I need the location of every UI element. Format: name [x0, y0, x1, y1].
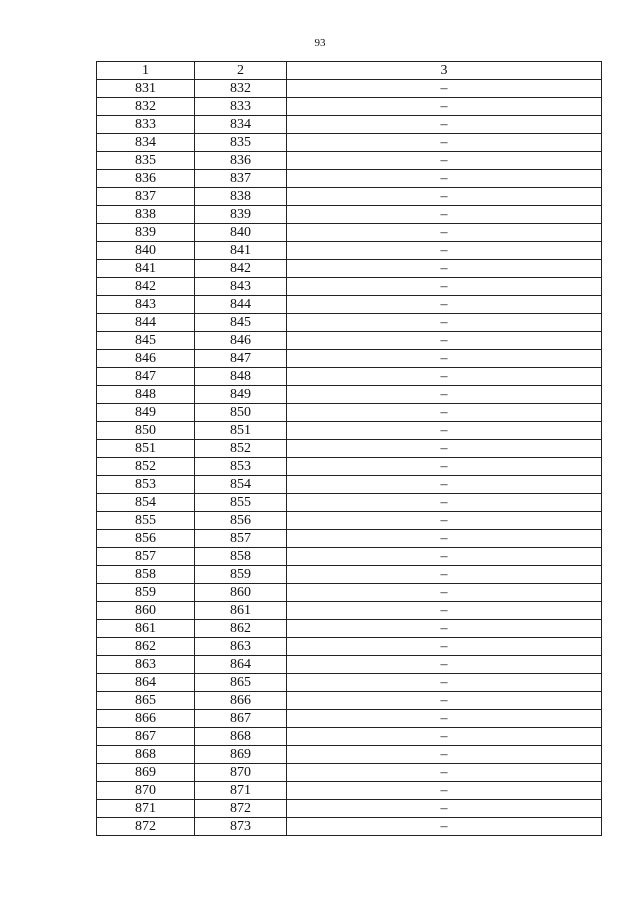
table-row: [97, 476, 602, 494]
table-cell-col-1: 868: [97, 746, 195, 764]
table-cell-col-1: 853: [97, 476, 195, 494]
table-row: [97, 152, 602, 170]
table-cell-col-2: 865: [195, 674, 287, 692]
table-cell-col-1: 864: [97, 674, 195, 692]
table-cell-col-3: –: [287, 134, 602, 152]
table-cell-col-1: 866: [97, 710, 195, 728]
table-row: [97, 530, 602, 548]
table-cell-col-1: 862: [97, 638, 195, 656]
table-cell-col-1: 847: [97, 368, 195, 386]
table-cell-col-3: –: [287, 494, 602, 512]
table-cell-col-1: 854: [97, 494, 195, 512]
table-cell-col-1: 850: [97, 422, 195, 440]
table-cell-col-3: –: [287, 728, 602, 746]
table-row: [97, 584, 602, 602]
table-cell-col-2: 842: [195, 260, 287, 278]
table-cell-col-1: 857: [97, 548, 195, 566]
table-cell-col-3: –: [287, 386, 602, 404]
table-cell-col-1: 833: [97, 116, 195, 134]
table-cell-col-3: –: [287, 314, 602, 332]
table-cell-col-2: 869: [195, 746, 287, 764]
table-row: [97, 206, 602, 224]
table-cell-col-1: 836: [97, 170, 195, 188]
table-cell-col-2: 849: [195, 386, 287, 404]
table-cell-col-1: 872: [97, 818, 195, 836]
table-cell-col-3: –: [287, 116, 602, 134]
table-cell-col-2: 832: [195, 80, 287, 98]
table-cell-col-1: 851: [97, 440, 195, 458]
table-row: [97, 764, 602, 782]
table-cell-col-2: 839: [195, 206, 287, 224]
table-cell-col-2: 866: [195, 692, 287, 710]
table-cell-col-2: 847: [195, 350, 287, 368]
table-cell-col-2: 854: [195, 476, 287, 494]
table-cell-col-2: 855: [195, 494, 287, 512]
table-cell-col-2: 840: [195, 224, 287, 242]
table-row: [97, 350, 602, 368]
table-cell-col-3: –: [287, 692, 602, 710]
table-cell-col-2: 862: [195, 620, 287, 638]
table-cell-col-3: –: [287, 422, 602, 440]
table-cell-col-2: 853: [195, 458, 287, 476]
table-cell-col-2: 861: [195, 602, 287, 620]
table-cell-col-3: –: [287, 170, 602, 188]
table-row: [97, 782, 602, 800]
table-row: [97, 746, 602, 764]
table-cell-col-2: 863: [195, 638, 287, 656]
table-row: [97, 674, 602, 692]
table-row: [97, 548, 602, 566]
table-cell-col-1: 871: [97, 800, 195, 818]
table-cell-col-1: 863: [97, 656, 195, 674]
table-row: [97, 386, 602, 404]
table-cell-col-3: –: [287, 242, 602, 260]
table-cell-col-2: 845: [195, 314, 287, 332]
table-cell-col-2: 852: [195, 440, 287, 458]
table-cell-col-3: –: [287, 440, 602, 458]
page-number: 93: [314, 37, 326, 49]
table-cell-col-2: 857: [195, 530, 287, 548]
table-cell-col-2: 867: [195, 710, 287, 728]
table-cell-col-2: 833: [195, 98, 287, 116]
table-cell-col-3: –: [287, 404, 602, 422]
table-row: [97, 512, 602, 530]
table-cell-col-2: 836: [195, 152, 287, 170]
table-cell-col-3: –: [287, 332, 602, 350]
table-row: [97, 458, 602, 476]
table-cell-col-2: 835: [195, 134, 287, 152]
table-cell-col-3: –: [287, 530, 602, 548]
column-header-3: 3: [287, 62, 602, 80]
table-cell-col-2: 859: [195, 566, 287, 584]
table-cell-col-1: 842: [97, 278, 195, 296]
table-row: [97, 134, 602, 152]
table-cell-col-2: 860: [195, 584, 287, 602]
table-row: [97, 638, 602, 656]
table-row: [97, 656, 602, 674]
table-row: [97, 224, 602, 242]
table-cell-col-2: 864: [195, 656, 287, 674]
table-cell-col-2: 873: [195, 818, 287, 836]
table-row: [97, 494, 602, 512]
table-cell-col-3: –: [287, 476, 602, 494]
table-cell-col-3: –: [287, 674, 602, 692]
table-cell-col-3: –: [287, 782, 602, 800]
table-cell-col-1: 867: [97, 728, 195, 746]
table-cell-col-1: 870: [97, 782, 195, 800]
table-row: [97, 188, 602, 206]
table-cell-col-3: –: [287, 368, 602, 386]
table-cell-col-3: –: [287, 278, 602, 296]
table-cell-col-3: –: [287, 206, 602, 224]
table-cell-col-3: –: [287, 566, 602, 584]
table-cell-col-3: –: [287, 224, 602, 242]
table-cell-col-3: –: [287, 800, 602, 818]
table-cell-col-1: 837: [97, 188, 195, 206]
table-cell-col-1: 844: [97, 314, 195, 332]
table-row: [97, 116, 602, 134]
column-header-2: 2: [195, 62, 287, 80]
table-cell-col-2: 843: [195, 278, 287, 296]
table-row: [97, 422, 602, 440]
table-row: [97, 602, 602, 620]
table-cell-col-3: –: [287, 80, 602, 98]
table-cell-col-2: 870: [195, 764, 287, 782]
table-cell-col-2: 871: [195, 782, 287, 800]
table-row: [97, 440, 602, 458]
table-cell-col-2: 848: [195, 368, 287, 386]
table-row: [97, 566, 602, 584]
table-cell-col-1: 845: [97, 332, 195, 350]
table-cell-col-3: –: [287, 152, 602, 170]
table-row: [97, 296, 602, 314]
table-cell-col-1: 846: [97, 350, 195, 368]
table-cell-col-3: –: [287, 584, 602, 602]
table-cell-col-1: 832: [97, 98, 195, 116]
table-cell-col-2: 834: [195, 116, 287, 134]
table-cell-col-2: 838: [195, 188, 287, 206]
table-row: [97, 368, 602, 386]
table-cell-col-3: –: [287, 260, 602, 278]
table-row: [97, 314, 602, 332]
table-cell-col-2: 851: [195, 422, 287, 440]
table-cell-col-1: 843: [97, 296, 195, 314]
table-cell-col-3: –: [287, 818, 602, 836]
table-cell-col-2: 872: [195, 800, 287, 818]
table-cell-col-1: 848: [97, 386, 195, 404]
table-cell-col-2: 868: [195, 728, 287, 746]
table-cell-col-3: –: [287, 764, 602, 782]
table-cell-col-3: –: [287, 638, 602, 656]
table-cell-col-3: –: [287, 548, 602, 566]
table-cell-col-3: –: [287, 620, 602, 638]
table-row: [97, 80, 602, 98]
table-cell-col-1: 841: [97, 260, 195, 278]
table-cell-col-1: 839: [97, 224, 195, 242]
table-cell-col-1: 849: [97, 404, 195, 422]
table-cell-col-1: 859: [97, 584, 195, 602]
table-cell-col-3: –: [287, 710, 602, 728]
data-table: [96, 61, 602, 836]
table-cell-col-1: 834: [97, 134, 195, 152]
table-row: [97, 728, 602, 746]
table-row: [97, 170, 602, 188]
table-row: [97, 818, 602, 836]
table-row: [97, 242, 602, 260]
table-cell-col-2: 837: [195, 170, 287, 188]
table-cell-col-1: 840: [97, 242, 195, 260]
table-row: [97, 98, 602, 116]
table-cell-col-1: 838: [97, 206, 195, 224]
table-cell-col-1: 860: [97, 602, 195, 620]
table-cell-col-3: –: [287, 746, 602, 764]
column-header-1: 1: [97, 62, 195, 80]
table-cell-col-3: –: [287, 98, 602, 116]
table-row: [97, 710, 602, 728]
table-cell-col-3: –: [287, 458, 602, 476]
table-row: [97, 278, 602, 296]
table-cell-col-1: 852: [97, 458, 195, 476]
table-cell-col-2: 846: [195, 332, 287, 350]
header-row: [97, 62, 602, 80]
table-row: [97, 800, 602, 818]
table-cell-col-1: 856: [97, 530, 195, 548]
table-header: [97, 62, 602, 80]
table-row: [97, 692, 602, 710]
table-cell-col-3: –: [287, 350, 602, 368]
table-cell-col-3: –: [287, 656, 602, 674]
table-cell-col-1: 861: [97, 620, 195, 638]
table-cell-col-3: –: [287, 512, 602, 530]
table-cell-col-3: –: [287, 602, 602, 620]
table-cell-col-2: 856: [195, 512, 287, 530]
table-cell-col-1: 831: [97, 80, 195, 98]
table-row: [97, 260, 602, 278]
table-body: [97, 80, 602, 836]
table-cell-col-2: 844: [195, 296, 287, 314]
table-cell-col-2: 858: [195, 548, 287, 566]
table-cell-col-1: 869: [97, 764, 195, 782]
table-cell-col-3: –: [287, 188, 602, 206]
table-cell-col-2: 850: [195, 404, 287, 422]
table-cell-col-1: 835: [97, 152, 195, 170]
table-cell-col-3: –: [287, 296, 602, 314]
table-row: [97, 332, 602, 350]
table-cell-col-1: 865: [97, 692, 195, 710]
table-cell-col-1: 855: [97, 512, 195, 530]
table-row: [97, 404, 602, 422]
table-row: [97, 620, 602, 638]
table-cell-col-2: 841: [195, 242, 287, 260]
table-cell-col-1: 858: [97, 566, 195, 584]
